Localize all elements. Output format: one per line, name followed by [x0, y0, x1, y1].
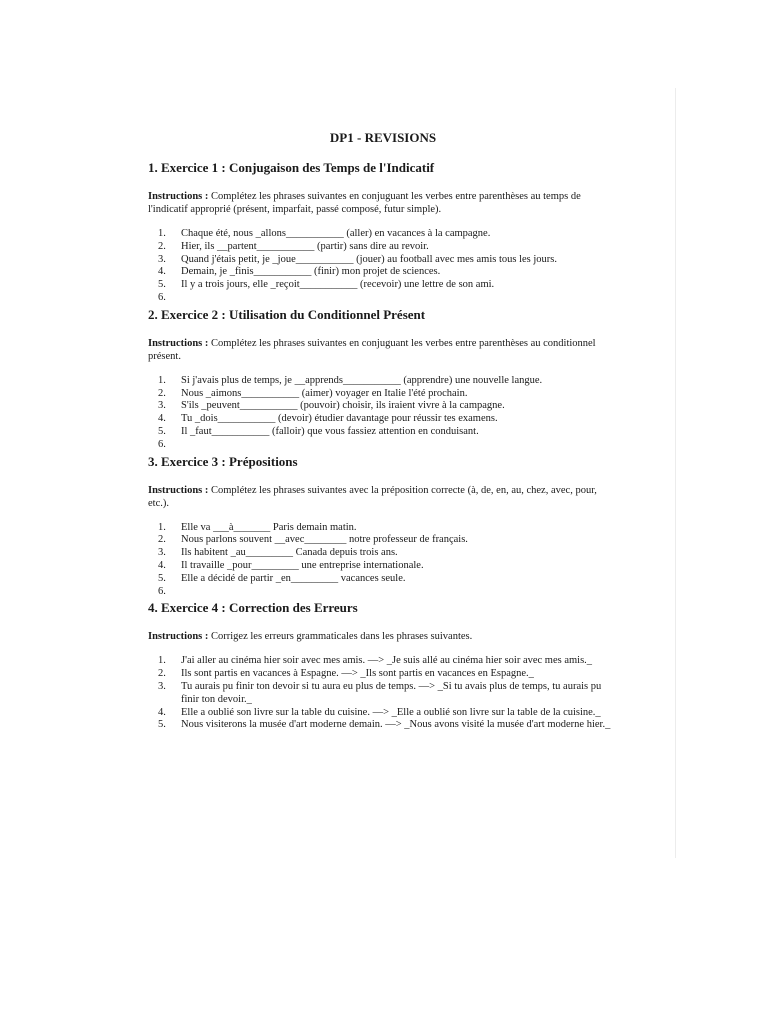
- exercise-list: [148, 655, 618, 732]
- section-heading: 4. Exercice 4 : Correction des Erreurs: [148, 600, 358, 616]
- list-item: 6.: [158, 585, 166, 597]
- instructions-label: Instructions :: [148, 484, 209, 496]
- section-instructions: [148, 630, 618, 643]
- list-item: 5. Nous visiterons la musée d'art moderne demain. —> _Nous avons visité la musée d'art moderne hier._: [158, 719, 611, 731]
- list-item: 3. Quand j'étais petit, je _joue___________ (jouer) au football avec mes amis tous les jours.: [158, 253, 558, 265]
- exercise-list: [148, 375, 618, 452]
- instructions-label: Instructions :: [148, 631, 209, 643]
- list-item: 2. Hier, ils __partent___________ (partir) sans dire au revoir.: [158, 240, 429, 252]
- list-item: 6.: [158, 438, 166, 450]
- list-item: 5. Elle a décidé de partir _en_________ vacances seule.: [158, 572, 406, 584]
- list-item: 2. Nous parlons souvent __avec________ notre professeur de français.: [158, 534, 468, 546]
- section-exercise-3: [148, 454, 618, 599]
- exercise-list: [148, 522, 618, 599]
- section-instructions: [148, 484, 618, 510]
- list-item: 4. Tu _dois___________ (devoir) étudier davantage pour réussir tes examens.: [158, 413, 498, 425]
- list-item: 3. Tu aurais pu finir ton devoir si tu aura eu plus de temps. —> _Si tu avais plus de temps, tu aurais pu finir ton devoir._: [158, 680, 602, 705]
- list-item: 2. Nous _aimons___________ (aimer) voyager en Italie l'été prochain.: [158, 387, 468, 399]
- list-item: 1. Elle va ___à_______ Paris demain matin.: [158, 521, 357, 533]
- list-item: 1. Si j'avais plus de temps, je __apprends___________ (apprendre) une nouvelle langue.: [158, 374, 543, 386]
- instructions-text: Corrigez les erreurs grammaticales dans les phrases suivantes.: [211, 631, 473, 643]
- document-page: [148, 130, 618, 734]
- document-title: DP1 - REVISIONS: [329, 130, 437, 145]
- section-heading: 1. Exercice 1 : Conjugaison des Temps de l'Indicatif: [148, 160, 435, 175]
- list-item: 5. Il _faut___________ (falloir) que vous fassiez attention en conduisant.: [158, 425, 479, 437]
- list-item: 3. S'ils _peuvent___________ (pouvoir) choisir, ils iraient vivre à la campagne.: [158, 400, 505, 412]
- page-edge: [675, 88, 676, 858]
- section-instructions: [148, 337, 618, 363]
- instructions-label: Instructions :: [148, 337, 209, 349]
- section-heading: 2. Exercice 2 : Utilisation du Conditionnel Présent: [148, 306, 426, 322]
- exercise-list: [148, 228, 618, 305]
- list-item: 4. Il travaille _pour_________ une entreprise internationale.: [158, 559, 424, 571]
- section-exercise-1: [148, 160, 618, 305]
- instructions-label: Instructions :: [148, 191, 209, 202]
- list-item: 1. Chaque été, nous _allons___________ (aller) en vacances à la campagne.: [158, 228, 491, 239]
- instructions-text: Complétez les phrases suivantes avec la préposition correcte (à, de, en, au, chez, avec, pour, etc.).: [148, 484, 597, 509]
- list-item: 1. J'ai aller au cinéma hier soir avec mes amis. —> _Je suis allé au cinéma hier soir avec mes amis._: [158, 655, 593, 667]
- list-item: 4. Elle a oublié son livre sur la table du cuisine. —> _Elle a oublié son livre sur la table de la cuisine._: [158, 706, 601, 718]
- section-instructions: [148, 190, 618, 216]
- list-item: 5. Il y a trois jours, elle _reçoit___________ (recevoir) une lettre de son ami.: [158, 279, 495, 291]
- list-item: 3. Ils habitent _au_________ Canada depuis trois ans.: [158, 547, 398, 559]
- list-item: 6.: [158, 291, 166, 303]
- list-item: 4. Demain, je _finis___________ (finir) mon projet de sciences.: [158, 266, 441, 278]
- instructions-text: Complétez les phrases suivantes en conjuguant les verbes entre parenthèses au conditionnel présent.: [148, 337, 596, 362]
- instructions-text: Complétez les phrases suivantes en conjuguant les verbes entre parenthèses au temps de l'indicatif approprié (présent, imparfait, passé composé, futur simple).: [148, 191, 581, 215]
- section-exercise-4: [148, 600, 618, 732]
- section-heading: 3. Exercice 3 : Prépositions: [148, 453, 298, 469]
- list-item: 2. Ils sont partis en vacances à Espagne. —> _Ils sont partis en vacances en Espagne._: [158, 668, 534, 680]
- section-exercise-2: [148, 307, 618, 452]
